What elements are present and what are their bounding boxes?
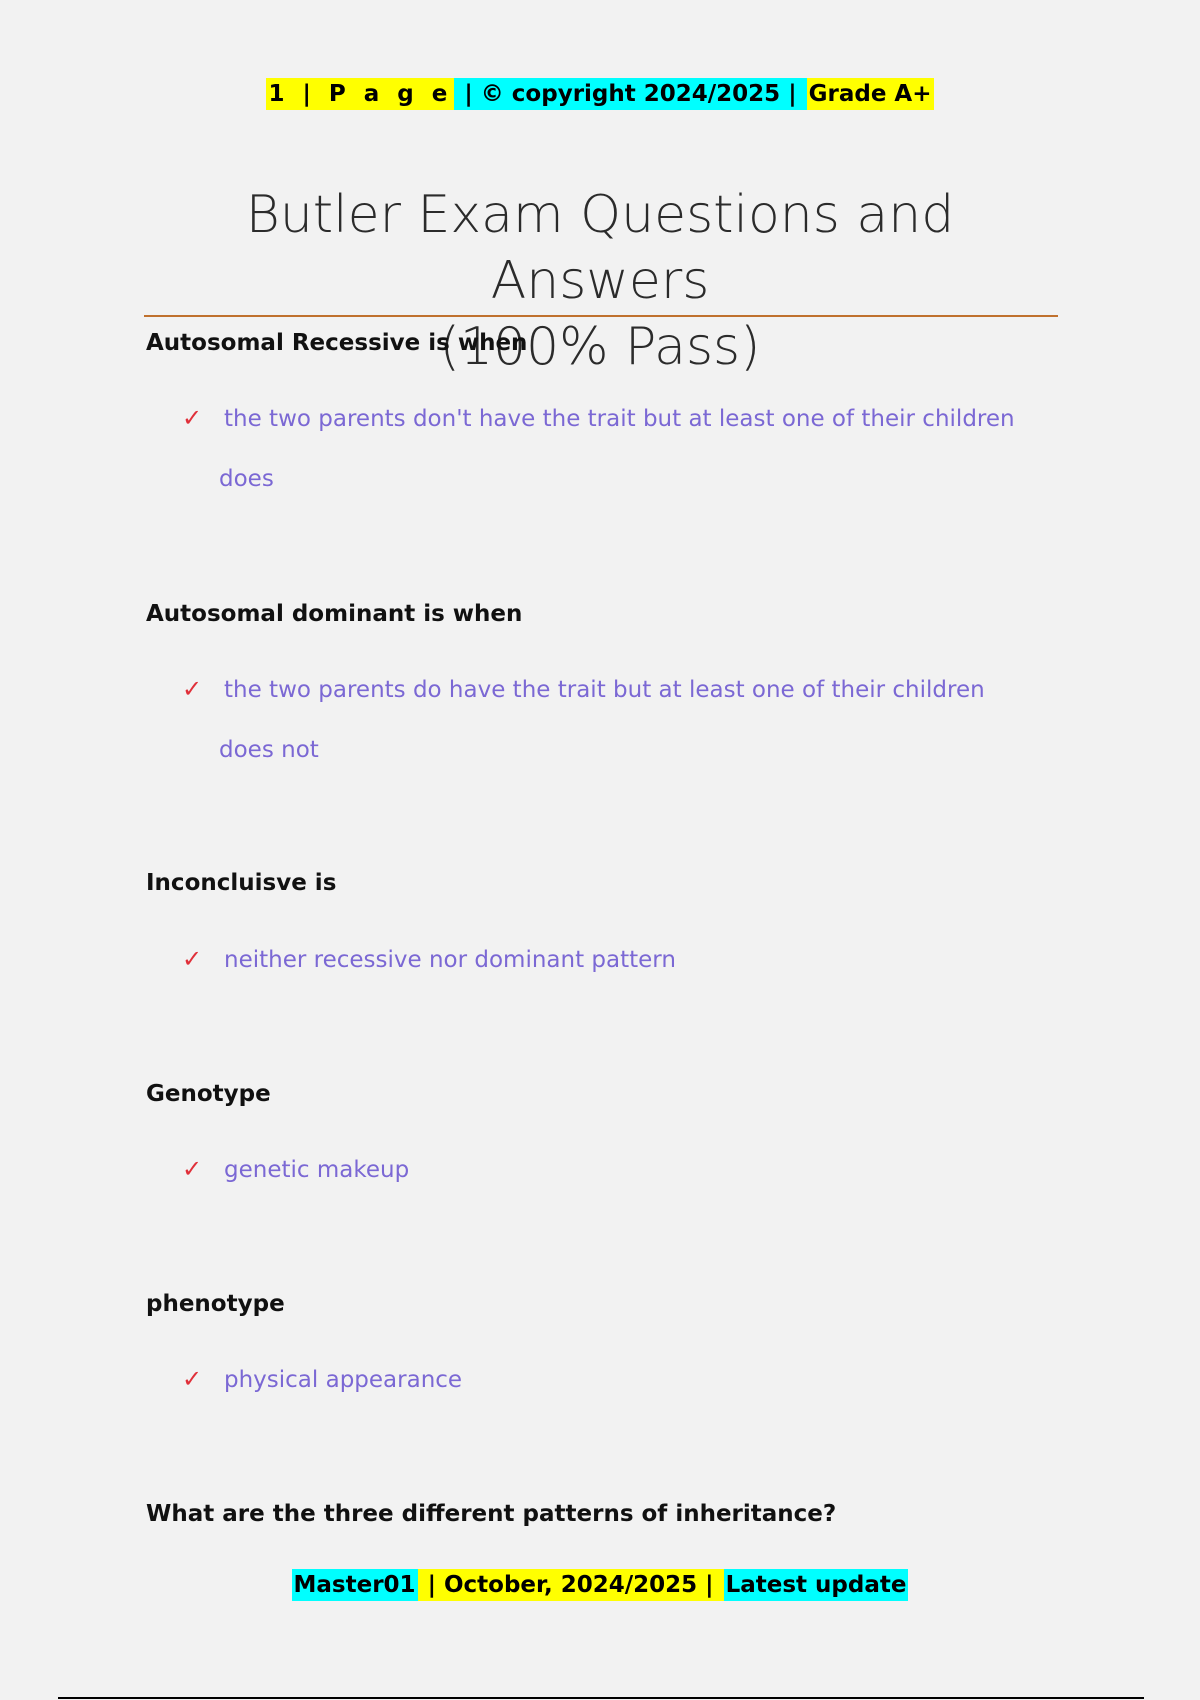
answer-1 [182,388,1042,509]
answer-4 [182,1139,1042,1200]
answer-3 [182,929,1042,990]
question-3: Inconcluisve is [146,870,337,896]
answer-5 [182,1349,1042,1410]
question-4: Genotype [146,1081,271,1107]
check-icon: ✓ [182,1365,203,1393]
check-icon: ✓ [182,1155,203,1183]
grade-label: Grade A+ [807,78,934,110]
bottom-divider [58,1697,1144,1699]
page-header [0,77,1200,111]
check-icon: ✓ [182,675,203,703]
question-5: phenotype [146,1291,285,1317]
answer-1-line-2: does [219,466,274,492]
check-icon: ✓ [182,404,203,432]
title-line-1: Butler Exam Questions and Answers [245,185,955,311]
answer-1-line-1: the two parents don't have the trait but at least one of their children [224,406,1015,432]
date-label: | October, 2024/2025 | [418,1569,724,1601]
copyright-label: | © copyright 2024/2025 | [454,78,806,110]
page-number-label: 1 | P a g e [266,78,454,110]
question-2: Autosomal dominant is when [146,601,523,627]
question-6: What are the three different patterns of inheritance? [146,1501,837,1527]
answer-4-line-1: genetic makeup [224,1157,410,1183]
answer-2-line-1: the two parents do have the trait but at least one of their children [224,677,985,703]
author-label: Master01 [292,1569,418,1601]
question-1: Autosomal Recessive is when [146,330,528,356]
answer-5-line-1: physical appearance [224,1367,463,1393]
answer-2-line-2: does not [219,737,319,763]
title-line-2: (100% Pass) [439,317,761,377]
answer-2 [182,659,1042,780]
title-divider [144,315,1058,317]
answer-3-line-1: neither recessive nor dominant pattern [224,947,676,973]
page-footer [0,1568,1200,1602]
update-label: Latest update [724,1569,909,1601]
check-icon: ✓ [182,945,203,973]
